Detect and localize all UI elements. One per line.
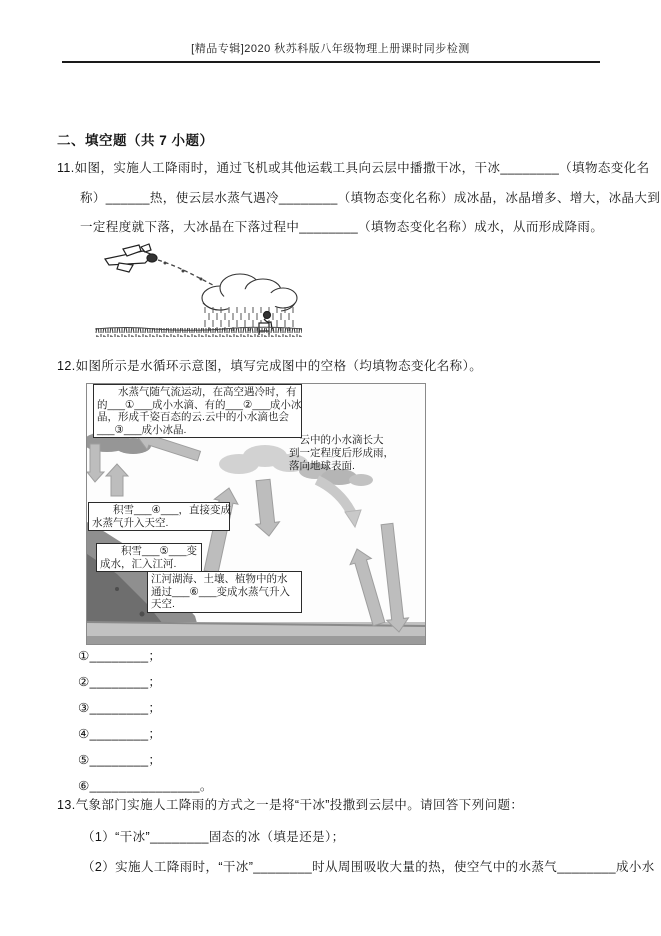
spray-trail (158, 260, 213, 285)
airplane-icon (105, 244, 157, 272)
evaporation-box (147, 571, 302, 613)
rain-note-line: 落向地球表面. (289, 460, 355, 472)
rain-note-line: 到一定程度后形成雨， (289, 447, 394, 459)
cloud-formation-line: 晶，形成千姿百态的云.云中的小水滴也会 (97, 411, 289, 423)
snow-melting-box (96, 543, 202, 572)
water-cycle-diagram (86, 383, 426, 645)
arrow-down-center-icon (256, 479, 280, 536)
cloud-formation-line: 的___①___成小水滴、有的___②___成小冰 (97, 398, 302, 411)
answer-blank-1: ①________； (78, 649, 162, 663)
question-11-line-3: 一定程度就下落，大冰晶在下落过程中________（填物态变化名称）成水，从而形成降雨。 (80, 220, 604, 234)
snow-melting-line: 成水，汇入江河. (100, 557, 177, 570)
cloud-formation-line: 水蒸气随气流运动，在高空遇冷时，有 (97, 386, 297, 398)
snow-sublimation-line: 水蒸气升入天空. (92, 516, 169, 529)
grass-strip (95, 328, 302, 337)
arrow-band-right-icon (317, 480, 353, 516)
snow-sublimation-line: 积雪___④___，直接变成 (92, 504, 231, 516)
evaporation-line: 天空. (151, 598, 175, 610)
question-12-intro: 12.如图所示是水循环示意图，填写完成图中的空格（均填物态变化名称）。 (57, 359, 483, 373)
answer-blank-3: ③________； (78, 701, 162, 715)
answer-blank-6: ⑥_______________。 (78, 779, 213, 793)
answer-blank-2: ②________； (78, 675, 162, 689)
answer-blank-5: ⑤________； (78, 753, 162, 767)
arrow-down-right-icon (381, 523, 408, 632)
arrow-band-head-icon (345, 510, 361, 527)
artificial-rain-illustration (95, 243, 302, 337)
section-title: 二、填空题（共 7 小题） (57, 133, 214, 148)
cloud-formation-line: ___③___成小冰晶. (97, 423, 187, 436)
header-divider (62, 61, 600, 63)
question-13-line-1: 13.气象部门实施人工降雨的方式之一是将“干冰”投撒到云层中。请回答下列问题： (57, 798, 524, 812)
rain-note (289, 434, 409, 473)
question-13-line-2: （1）“干冰”________固态的冰（填是还是）； (82, 830, 345, 844)
answer-blank-4: ④________； (78, 727, 162, 741)
rain-note-line: 云中的小水滴长大 (289, 434, 384, 446)
evaporation-line: 通过___⑥___变成水蒸气升入 (151, 585, 290, 598)
question-11-line-1: 11.如图，实施人工降雨时，通过飞机或其他运载工具向云层中播撒干冰，干冰________（填物态变化名 (57, 161, 650, 175)
question-13-line-3: （2）实施人工降雨时，“干冰”________时从周围吸收大量的热，使空气中的水蒸气________成小水 (82, 860, 655, 874)
header-title: [精品专辑]2020 秋苏科版八年级物理上册课时同步检测 (191, 43, 470, 55)
snow-sublimation-box (88, 502, 230, 531)
question-11-line-2: 称）______热，使云层水蒸气遇冷________（填物态变化名称）成冰晶，冰晶增多、增大，冰晶大到 (80, 191, 661, 205)
cloud-formation-box (93, 384, 302, 438)
evaporation-line: 江河湖海、土壤、植物中的水 (151, 573, 288, 585)
artificial-rain-figure (95, 243, 302, 337)
arrow-up-right-icon (350, 549, 385, 626)
arrow-up-left-side-icon (106, 464, 128, 496)
snow-melting-line: 积雪___⑤___变 (100, 545, 197, 557)
